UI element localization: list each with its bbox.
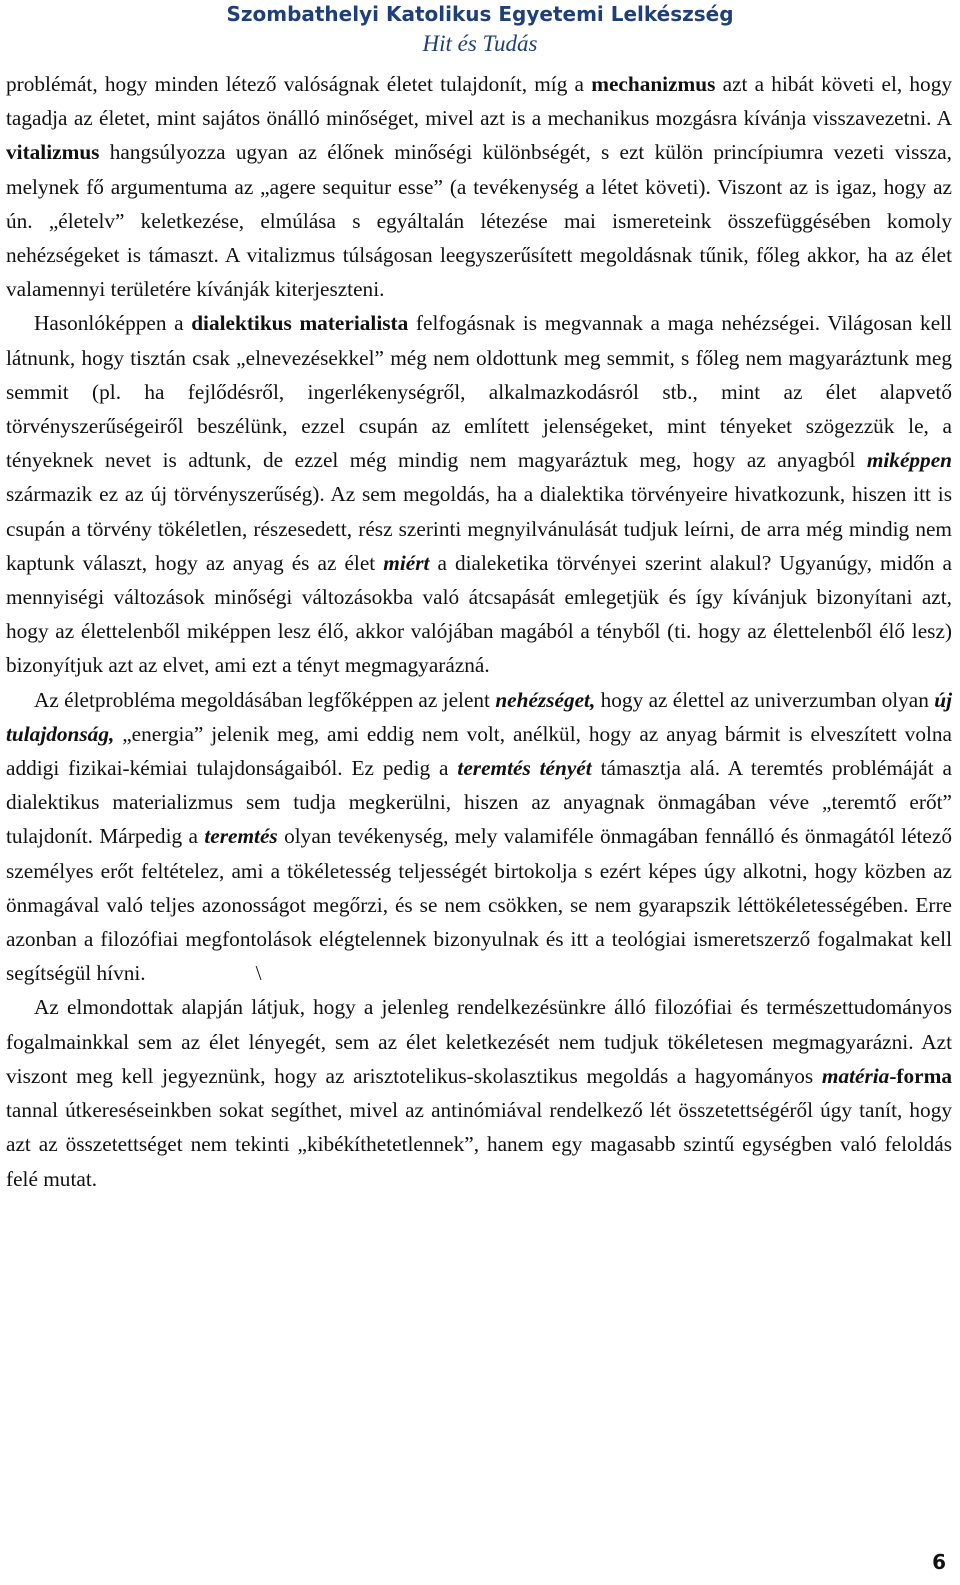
paragraph-1 — [6, 67, 952, 306]
text-run: hogy az élettel az univerzumban olyan — [595, 687, 935, 712]
text-run: felfogásnak is megvannak a maga nehézségei. Világosan kell látnunk, hogy tisztán csak „elnevezésekkel” még nem oldottunk meg semmit, s főleg nem magyaráztunk meg semmit (pl. ha fejlődésről, ingerlékenységről, alkalmazkodásról stb., mint az élet alapvető törvényszerűségeiről beszélünk, ezzel csupán az említett jelenségeket, mint tényeket szögezzük le, a tényeknek nevet is adtunk, de ezzel még mindig nem magyaráztuk meg, hogy az anyagból — [6, 311, 952, 473]
term-dialektikus-materialista: dialektikus materialista — [191, 311, 409, 336]
text-run: „energia” jelenik meg, ami eddig nem volt, anélkül, hogy az anyag bármit is elveszített volna addigi fizikai-kémiai tulajdonságaiból. Ez pedig a — [6, 721, 952, 781]
document-body — [6, 67, 952, 1196]
page-number: 6 — [932, 1550, 946, 1574]
text-run: tannal útkereséseinkben sokat segíthet, mivel az antinómiával rendelkező lét összetettségéről úgy tanít, hogy azt az összetettséget nem tekinti „kibékíthetetlennek”, hanem egy magasabb szintű egységben való feloldás felé mutat. — [6, 1098, 952, 1191]
term-vitalizmus: vitalizmus — [6, 140, 100, 165]
emphasis-teremtes: teremtés — [204, 824, 278, 849]
paragraph-3 — [6, 683, 952, 991]
header-motto: Hit és Tudás — [422, 31, 538, 56]
emphasis-materia: matéria — [821, 1063, 890, 1088]
paragraph-4 — [6, 990, 952, 1195]
text-run: problémát, hogy minden létező valóságnak életet tulajdonít, míg a — [6, 72, 592, 96]
text-run: azt a hibát követi el, hogy tagadja az életet, mint sajátos önálló minőséget, mivel azt is a mechanikus mozgásra kívánja visszavezetni. A — [6, 72, 952, 131]
text-run: támasztja alá. A teremtés problémáját a dialektikus materializmus sem tudja megkerülni, hiszen az anyagnak önmagában véve „teremtő erőt” tulajdonít. Márpedig a — [6, 756, 952, 849]
text-run: származik ez az új törvényszerűség). Az sem megoldás, ha a dialektika törvényeire hivatkozunk, hiszen itt is csupán a törvény tökéletlen, részesedett, rész szerinti megnyilvánulását tudjuk leírni, de arra még mindig nem kaptunk választ, hogy az anyag és az élet — [6, 482, 952, 575]
text-run: Az életprobléma megoldásában legfőképpen az jelent — [34, 687, 496, 712]
text-run: a dialeketika törvényei szerint alakul? Ugyanúgy, midőn a mennyiségi változások minőségi változásokba való átcsapását emlegetjük és így kívánjuk bizonyítani azt, hogy az élettelenből miképpen lesz élő, akkor valójában magából a tényből (ti. hogy az élettelenből élő lesz) bizonyítjuk azt az elvet, ami ezt a tényt megmagyarázná. — [6, 550, 952, 678]
text-run: hangsúlyozza ugyan az élőnek minőségi különbségét, s ezt külön princípiumra vezeti vissza, melynek fő argumentuma az „agere sequitur esse” (a tevékenység a létet követi). Viszont az is igaz, hogy az ún. „életelv” keletkezése, elmúlása s egyáltalán létezése mai ismereteink összefüggésében komoly nehézségeket is támaszt. A vitalizmus túlságosan leegyszerűsített megoldásnak tűnik, főleg akkor, ha az élet valamennyi területére kívánják kiterjeszteni. — [6, 140, 952, 302]
text-run: olyan tevékenység, mely valamiféle önmagában fennálló és önmagától létező személyes erőt feltételez, ami a tökéletesség teljességét birtokolja s ezért képes úgy alkotni, hogy közben az önmagával való teljes azonosságot megőrzi, és se nem csökken, se nem gyarapszik léttökéletességében. Erre azonban a filozófiai megfontolások elégtelennek bizonyulnak és itt a teológiai ismeretszerző fogalmakat kell segítségül hívni. — [6, 824, 952, 986]
emphasis-mikeppen: miképpen — [866, 448, 952, 473]
emphasis-nehezseget: nehézséget, — [495, 687, 596, 712]
term-forma: -forma — [889, 1063, 952, 1088]
term-mechanizmus: mechanizmus — [591, 72, 716, 96]
stray-mark: \ — [255, 961, 262, 986]
emphasis-uj-tulajdonsag: új tulajdonság, — [6, 687, 953, 746]
emphasis-teremtes-tenyet: teremtés tényét — [457, 756, 592, 781]
text-run: Az elmondottak alapján látjuk, hogy a jelenleg rendelkezésünkre álló filozófiai és természettudományos fogalmainkkal sem az élet lényegét, sem az élet keletkezését nem tudjuk tökéletesen megmagyarázni. Azt viszont meg kell jegyeznünk, hogy az arisztotelikus-skolasztikus megoldás a hagyományos — [6, 995, 952, 1088]
header-organization: Szombathelyi Katolikus Egyetemi Lelkészség — [226, 2, 734, 26]
paragraph-2 — [6, 306, 952, 682]
text-run: Hasonlóképpen a — [34, 311, 192, 336]
emphasis-miert: miért — [383, 550, 430, 575]
